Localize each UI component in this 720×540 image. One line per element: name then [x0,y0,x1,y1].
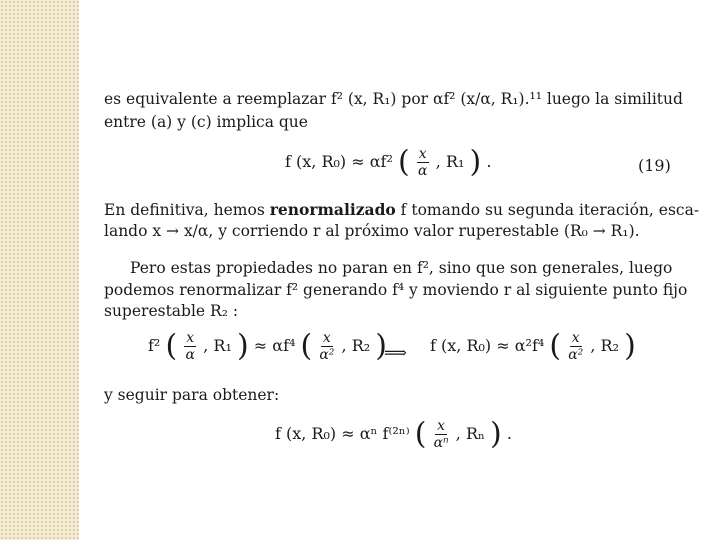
paragraph-2-text-post: f tomando su segunda iteración, esca- [395,201,700,219]
left-paren: ( [414,416,427,452]
equation-19 [285,146,491,179]
equation-final [275,418,512,451]
equation-19-fraction [417,146,429,179]
right-paren: ) [236,328,249,364]
fraction-denominator: α [185,347,195,363]
left-paren: ( [397,144,410,180]
eq-left-fraction [184,330,196,363]
equation-19-lhs: f (x, R₀) ≈ αf² [285,152,393,171]
fraction-numerator: x [186,330,195,346]
left-paren: ( [549,328,562,364]
paragraph-2-line-2: lando x → x/α, y corriendo r al próximo valor ruperestable (R₀ → R₁). [104,222,640,240]
fraction-numerator: x [571,330,580,346]
eq-right-pre: f (x, R₀) ≈ α²f⁴ [430,336,545,355]
paragraph-3-line-2: podemos renormalizar f² generando f⁴ y moviendo r al siguiente punto fijo [104,281,688,299]
paragraph-4-line-1: y seguir para obtener: [104,386,280,404]
equation-implication-right [430,330,636,363]
fraction-denominator: α² [319,347,335,363]
paragraph-2-bold-term: renormalizado [269,200,396,219]
fraction-denominator: α [418,163,428,179]
eq-right-fraction [568,330,583,363]
eq-final-fraction [434,418,449,451]
eq-left-pre: f² [148,336,161,355]
right-paren: ) [469,144,482,180]
fraction-numerator: x [418,146,427,162]
fraction-numerator: x [437,418,446,434]
eq-right-post: , R₂ [590,336,619,355]
decorative-side-strip [0,0,79,540]
eq-left-post: , R₁ [203,336,232,355]
eq-left-mid: ≈ αf⁴ [253,336,296,355]
paragraph-1-line-1: es equivalente a reemplazar f² (x, R₁) por αf² (x/α, R₁).¹¹ luego la similitud [104,90,683,108]
right-paren: ) [375,328,387,364]
equation-19-rhs: , R₁ [435,152,465,171]
paragraph-2-text-pre: En definitiva, hemos [104,201,270,219]
left-paren: ( [165,328,178,364]
equation-implication-left [148,330,387,363]
fraction-denominator: αⁿ [433,435,449,451]
eq-left-post-2: , R₂ [341,336,371,355]
equation-number: (19) [638,156,671,175]
eq-final-tail: . [506,424,512,443]
right-paren: ) [490,416,502,452]
paragraph-3-line-3: superestable R₂ : [104,302,239,320]
paragraph-1-line-2: entre (a) y (c) implica que [104,113,308,131]
left-paren: ( [300,328,313,364]
paragraph-2-line-1 [104,200,699,219]
implication-arrow: ⟹ [384,343,407,362]
eq-left-fraction-2 [319,330,334,363]
eq-final-pre: f (x, R₀) ≈ αⁿ f⁽²ⁿ⁾ [275,424,410,443]
fraction-numerator: x [322,330,331,346]
equation-19-tail: . [486,152,492,171]
right-paren: ) [624,328,636,364]
eq-final-post: , Rₙ [455,424,485,443]
paragraph-3-line-1: Pero estas propiedades no paran en f², sino que son generales, luego [130,259,673,277]
fraction-denominator: α² [568,347,584,363]
